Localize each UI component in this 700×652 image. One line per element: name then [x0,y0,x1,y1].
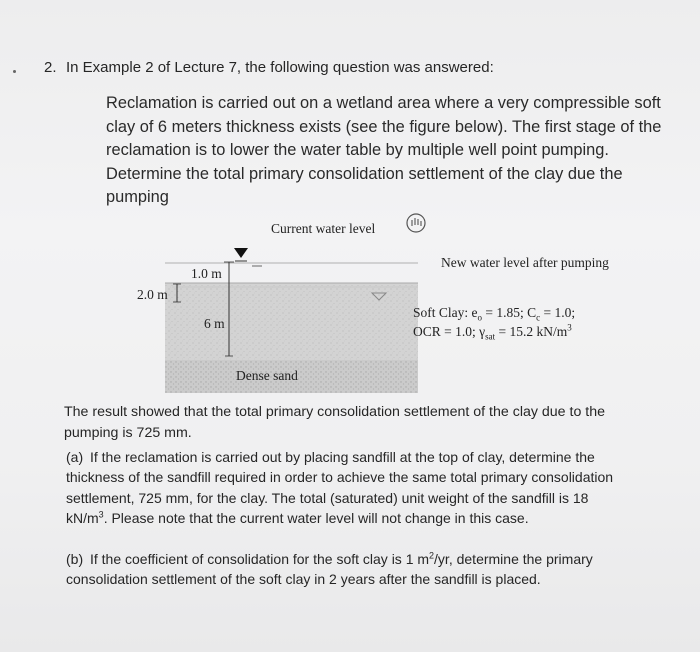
part-a-label: (a) [66,449,84,465]
hand-pointer-icon [407,214,425,232]
result-paragraph: The result showed that the total primary consolidation settlement of the clay due to the pumping is 725 mm. [64,404,606,441]
question-intro: In Example 2 of Lecture 7, the following question was answered: [66,59,494,76]
dim-6m-label: 6 m [204,316,225,331]
question-number: 2. [44,59,57,76]
water-level-triangle-icon [234,248,248,258]
part-b-label: (b) [66,551,84,567]
part-a-question: (a) If the reclamation is carried out by placing sandfill at the top of clay, determine the thickness of the sandfill required in order to achieve the same total primary consolidation settlement, 725 mm, for the clay. The total (saturated) unit weight of the sandfill is 18 $kN/m^3$. Please note that the current water level will not change in this case. [66,449,614,526]
new-water-level-label: New water level after pumping [441,255,609,270]
dim-2m-label: 2.0 m [137,287,168,302]
soft-clay-properties-line1: Soft Clay: $e_o = 1.85$; $C_c = 1.0$; [413,305,576,323]
part-b-question: (b) If the coefficient of consolidation for the soft clay is 1 $m^2/yr$, determine the primary consolidation settlement of the soft clay in 2 years after the sandfill is placed. [66,550,593,588]
dim-1m-label: 1.0 m [191,266,222,281]
soft-clay-layer [165,283,418,360]
soft-clay-properties-line2: OCR = 1.0; $\gamma_{sat} = 15.2$ $kN/m^3$ [413,322,572,342]
quoted-example: Reclamation is carried out on a wetland area where a very compressible soft clay of 6 meters thickness exists (see the figure below). The first stage of the reclamation is to lower the water table by multiple well point pumping. Determine the total primary consolidation settlement of the clay due the pumping [106,94,662,206]
dense-sand-label: Dense sand [236,368,298,383]
current-water-level-label: Current water level [271,221,376,236]
